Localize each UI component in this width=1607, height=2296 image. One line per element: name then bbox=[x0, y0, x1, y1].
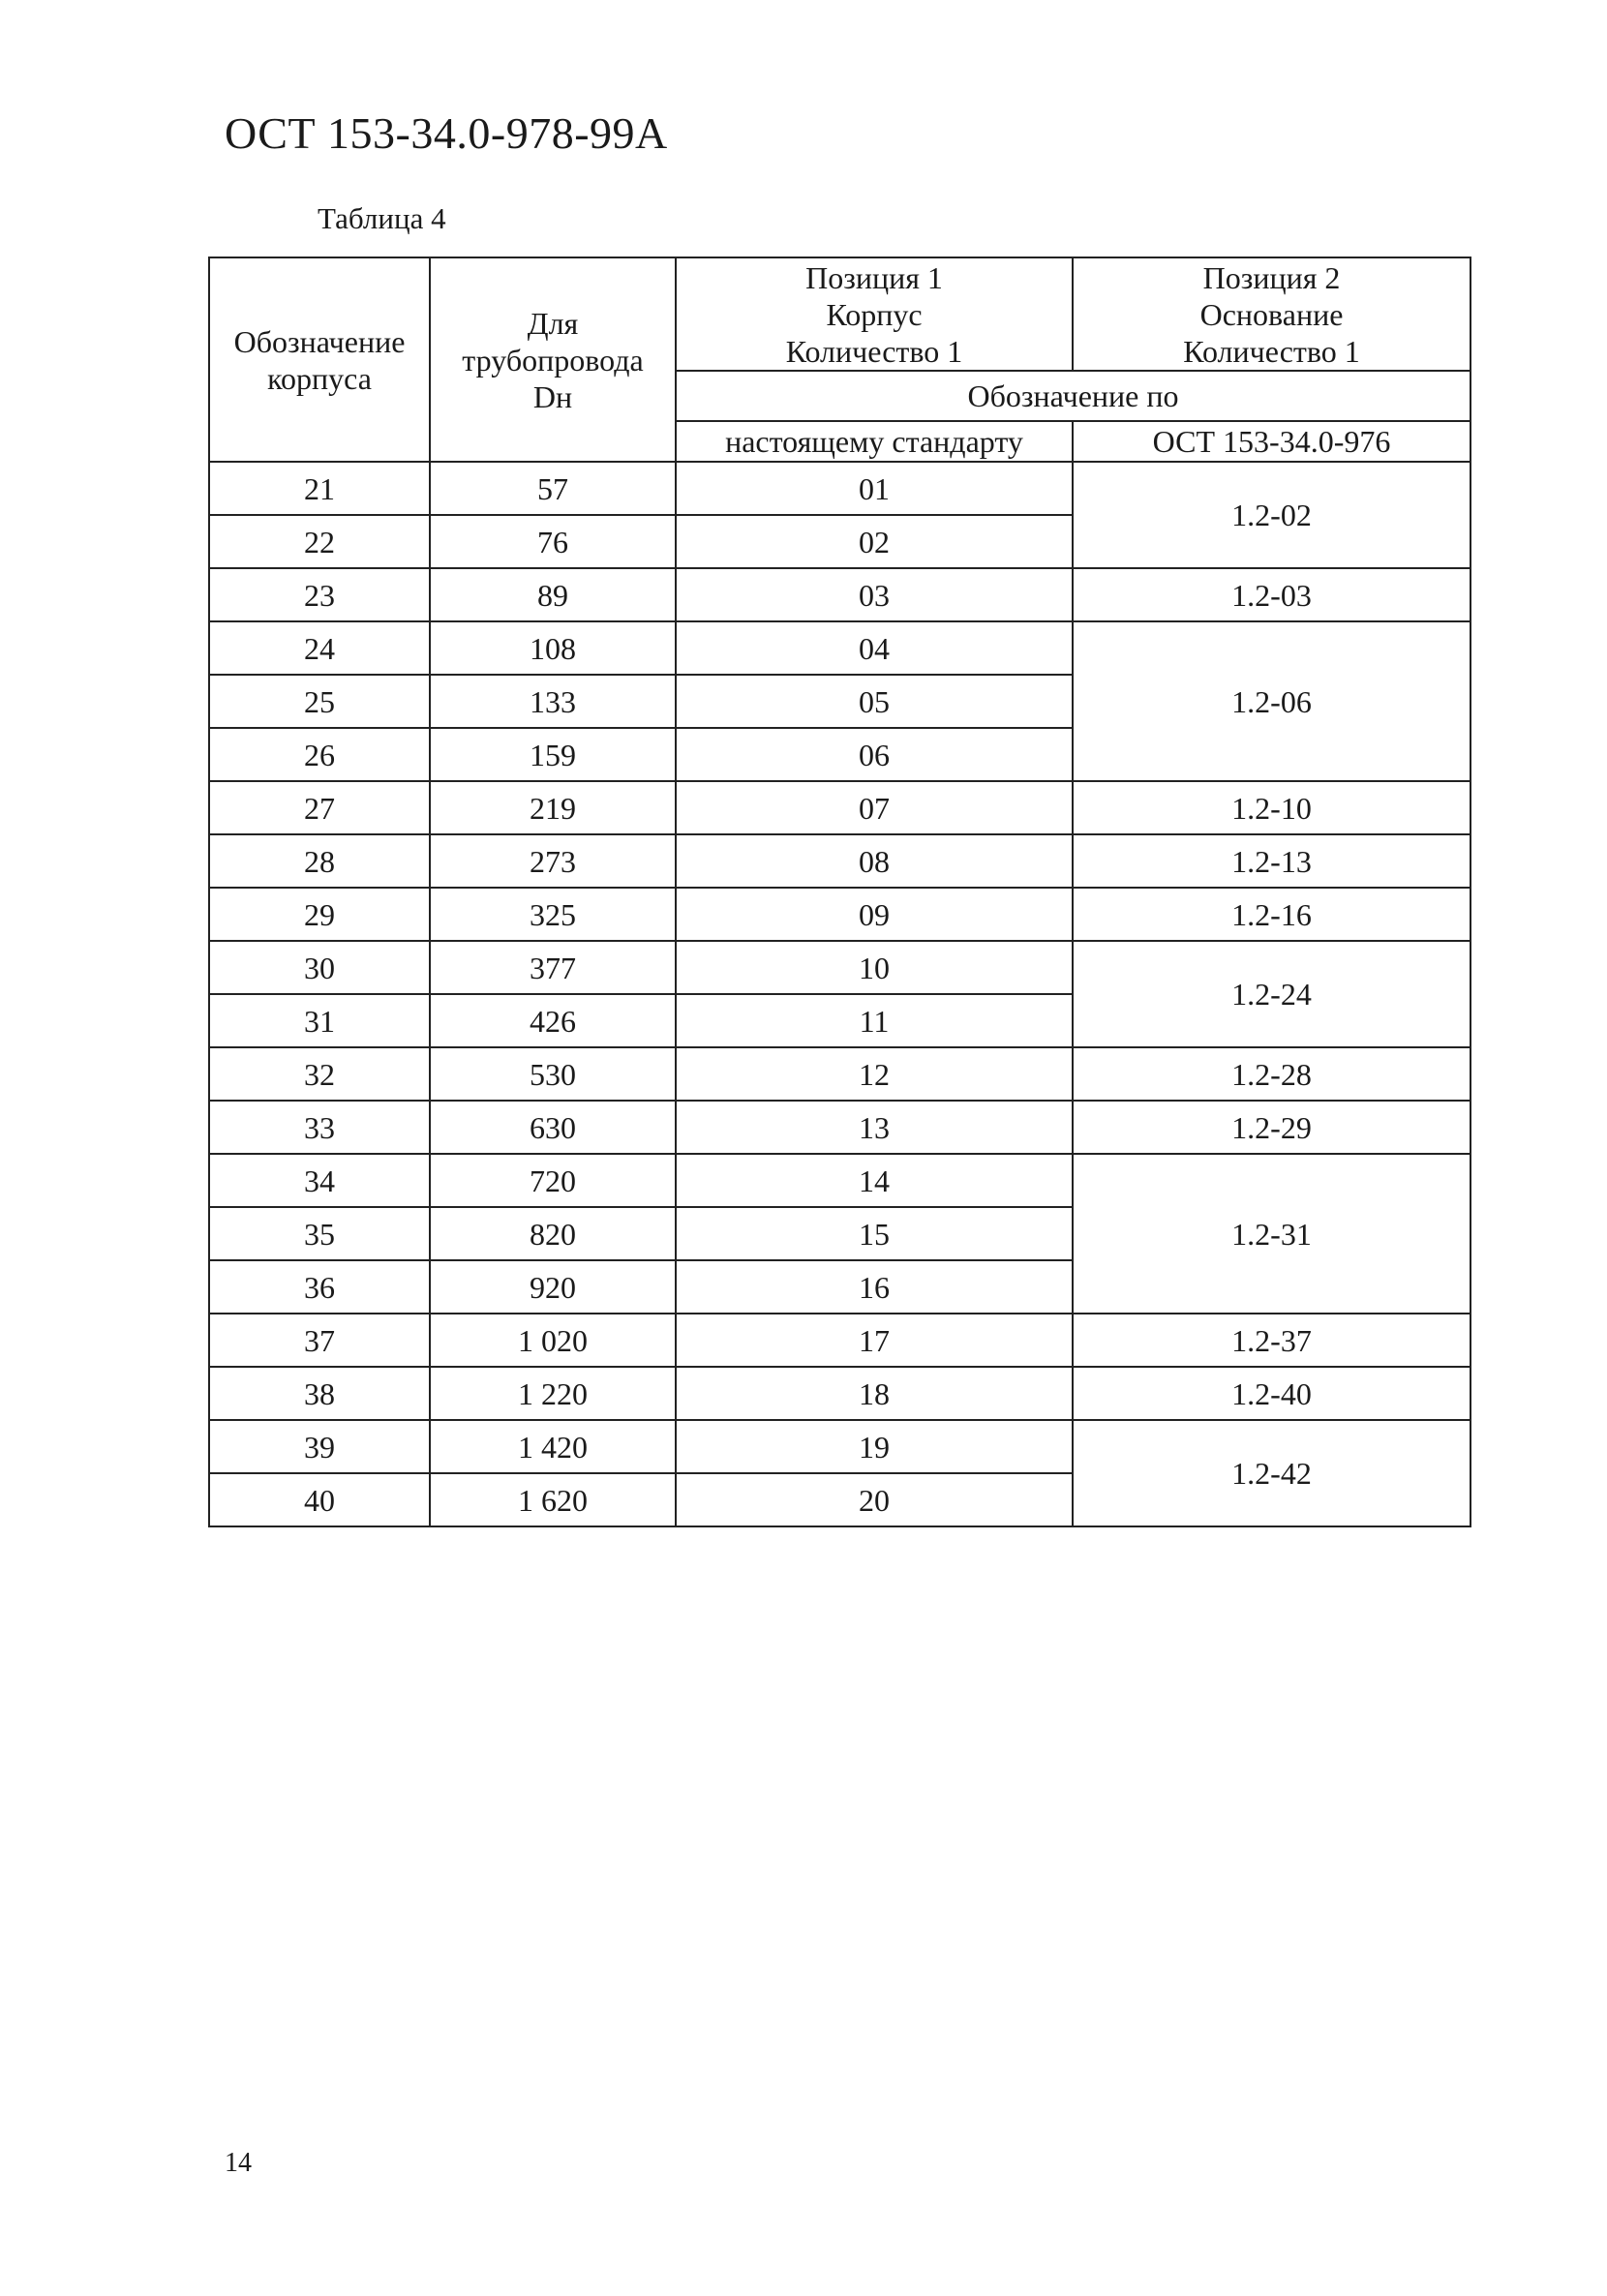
cell-dn: 1 020 bbox=[430, 1314, 676, 1367]
cell-housing: 38 bbox=[209, 1367, 430, 1420]
cell-dn: 273 bbox=[430, 834, 676, 888]
cell-pos2: 1.2-42 bbox=[1073, 1420, 1471, 1526]
header-cell-position-1 bbox=[676, 257, 1073, 371]
table-row bbox=[209, 1154, 1471, 1207]
cell-dn: 108 bbox=[430, 621, 676, 675]
cell-pos1: 06 bbox=[676, 728, 1073, 781]
table-row bbox=[209, 1367, 1471, 1420]
cell-pos1: 04 bbox=[676, 621, 1073, 675]
cell-pos1: 07 bbox=[676, 781, 1073, 834]
table-row bbox=[209, 1047, 1471, 1101]
cell-pos2: 1.2-16 bbox=[1073, 888, 1471, 941]
header-cell-position-2 bbox=[1073, 257, 1471, 371]
table-row bbox=[209, 568, 1471, 621]
pos1-line3: Количество 1 bbox=[785, 333, 963, 369]
cell-housing: 27 bbox=[209, 781, 430, 834]
pos2-line1: Позиция 2 bbox=[1202, 259, 1341, 295]
header-pipe-line3: Dн bbox=[532, 378, 573, 414]
cell-dn: 1 420 bbox=[430, 1420, 676, 1473]
page-number: 14 bbox=[225, 2148, 252, 2178]
table-row bbox=[209, 1101, 1471, 1154]
cell-pos1: 08 bbox=[676, 834, 1073, 888]
cell-pos2: 1.2-29 bbox=[1073, 1101, 1471, 1154]
table-caption: Таблица 4 bbox=[318, 201, 446, 235]
cell-housing: 25 bbox=[209, 675, 430, 728]
cell-dn: 325 bbox=[430, 888, 676, 941]
cell-pos1: 10 bbox=[676, 941, 1073, 994]
cell-housing: 32 bbox=[209, 1047, 430, 1101]
cell-pos1: 15 bbox=[676, 1207, 1073, 1260]
cell-pos2: 1.2-37 bbox=[1073, 1314, 1471, 1367]
cell-housing: 26 bbox=[209, 728, 430, 781]
cell-dn: 720 bbox=[430, 1154, 676, 1207]
cell-pos1: 11 bbox=[676, 994, 1073, 1047]
cell-dn: 377 bbox=[430, 941, 676, 994]
header-cell-designation-by: Обозначение по bbox=[676, 371, 1471, 421]
cell-housing: 29 bbox=[209, 888, 430, 941]
header-cell-this-standard: настоящему стандарту bbox=[676, 421, 1073, 462]
cell-pos1: 03 bbox=[676, 568, 1073, 621]
document-code: ОСТ 153-34.0-978-99А bbox=[225, 108, 668, 158]
cell-dn: 426 bbox=[430, 994, 676, 1047]
pos1-line1: Позиция 1 bbox=[805, 259, 943, 295]
cell-housing: 34 bbox=[209, 1154, 430, 1207]
cell-pos2: 1.2-28 bbox=[1073, 1047, 1471, 1101]
header-pipe-line2: трубопровода bbox=[462, 342, 644, 378]
table-row bbox=[209, 888, 1471, 941]
cell-dn: 219 bbox=[430, 781, 676, 834]
cell-housing: 39 bbox=[209, 1420, 430, 1473]
cell-pos2: 1.2-06 bbox=[1073, 621, 1471, 781]
cell-housing: 36 bbox=[209, 1260, 430, 1314]
cell-dn: 820 bbox=[430, 1207, 676, 1260]
cell-pos1: 12 bbox=[676, 1047, 1073, 1101]
cell-housing: 30 bbox=[209, 941, 430, 994]
cell-housing: 31 bbox=[209, 994, 430, 1047]
cell-dn: 530 bbox=[430, 1047, 676, 1101]
pos2-line2: Основание bbox=[1199, 296, 1344, 332]
cell-housing: 21 bbox=[209, 462, 430, 515]
table-row bbox=[209, 621, 1471, 675]
cell-pos1: 05 bbox=[676, 675, 1073, 728]
cell-pos1: 01 bbox=[676, 462, 1073, 515]
pos1-line2: Корпус bbox=[826, 296, 923, 332]
table-row bbox=[209, 462, 1471, 515]
cell-pos1: 19 bbox=[676, 1420, 1073, 1473]
cell-pos2: 1.2-13 bbox=[1073, 834, 1471, 888]
header-cell-pipe bbox=[430, 257, 676, 462]
cell-housing: 33 bbox=[209, 1101, 430, 1154]
cell-dn: 159 bbox=[430, 728, 676, 781]
table-row bbox=[209, 1420, 1471, 1473]
cell-pos1: 14 bbox=[676, 1154, 1073, 1207]
cell-dn: 57 bbox=[430, 462, 676, 515]
cell-pos1: 17 bbox=[676, 1314, 1073, 1367]
cell-pos1: 20 bbox=[676, 1473, 1073, 1526]
cell-pos2: 1.2-24 bbox=[1073, 941, 1471, 1047]
cell-pos2: 1.2-31 bbox=[1073, 1154, 1471, 1314]
cell-pos2: 1.2-02 bbox=[1073, 462, 1471, 568]
cell-housing: 23 bbox=[209, 568, 430, 621]
cell-dn: 1 220 bbox=[430, 1367, 676, 1420]
cell-dn: 630 bbox=[430, 1101, 676, 1154]
cell-pos1: 09 bbox=[676, 888, 1073, 941]
cell-housing: 37 bbox=[209, 1314, 430, 1367]
cell-housing: 22 bbox=[209, 515, 430, 568]
cell-housing: 24 bbox=[209, 621, 430, 675]
table-row bbox=[209, 781, 1471, 834]
header-designation-line2: корпуса bbox=[267, 360, 372, 396]
cell-pos1: 13 bbox=[676, 1101, 1073, 1154]
header-row-positions bbox=[209, 257, 1471, 371]
cell-dn: 133 bbox=[430, 675, 676, 728]
cell-housing: 40 bbox=[209, 1473, 430, 1526]
specification-table bbox=[208, 257, 1471, 1527]
header-designation-line1: Обозначение bbox=[233, 323, 406, 359]
cell-pos1: 02 bbox=[676, 515, 1073, 568]
header-pipe-line1: Для bbox=[527, 305, 579, 341]
cell-pos2: 1.2-10 bbox=[1073, 781, 1471, 834]
cell-pos1: 18 bbox=[676, 1367, 1073, 1420]
header-cell-other-standard: ОСТ 153-34.0-976 bbox=[1073, 421, 1471, 462]
cell-housing: 35 bbox=[209, 1207, 430, 1260]
cell-pos2: 1.2-03 bbox=[1073, 568, 1471, 621]
table-row bbox=[209, 941, 1471, 994]
cell-housing: 28 bbox=[209, 834, 430, 888]
cell-dn: 920 bbox=[430, 1260, 676, 1314]
pos2-line3: Количество 1 bbox=[1183, 333, 1360, 369]
table-row bbox=[209, 1314, 1471, 1367]
cell-dn: 1 620 bbox=[430, 1473, 676, 1526]
cell-dn: 76 bbox=[430, 515, 676, 568]
cell-pos1: 16 bbox=[676, 1260, 1073, 1314]
header-cell-designation bbox=[209, 257, 430, 462]
table-row bbox=[209, 834, 1471, 888]
cell-dn: 89 bbox=[430, 568, 676, 621]
cell-pos2: 1.2-40 bbox=[1073, 1367, 1471, 1420]
